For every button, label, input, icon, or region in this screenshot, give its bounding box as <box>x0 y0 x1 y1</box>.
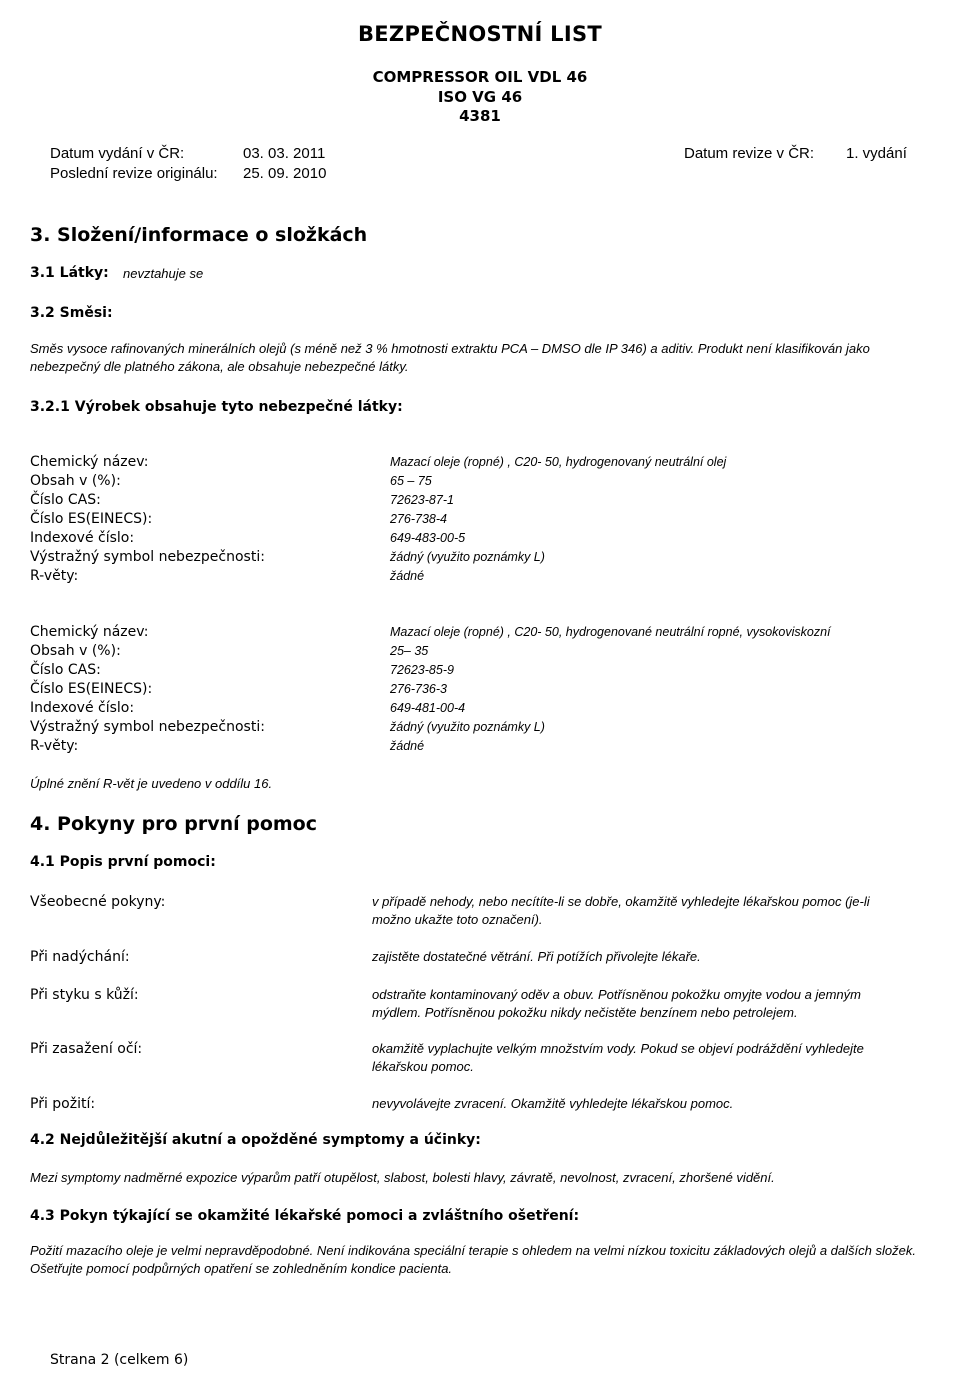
symbol-label: Výstražný symbol nebezpečnosti: <box>30 549 265 565</box>
section-3-2-1-heading: 3.2.1 Výrobek obsahuje tyto nebezpečné látky: <box>30 399 403 415</box>
es-label: Číslo ES(EINECS): <box>30 511 153 527</box>
cas-label: Číslo CAS: <box>30 662 101 678</box>
content-label: Obsah v (%): <box>30 473 121 489</box>
issue-date-label: Datum vydání v ČR: <box>50 145 185 162</box>
revision-date-value: 1. vydání <box>846 145 907 162</box>
r-phrases-label: R-věty: <box>30 738 79 754</box>
section-3-heading: 3. Složení/informace o složkách <box>30 224 368 246</box>
content-value: 65 – 75 <box>390 474 432 488</box>
issue-date-value: 03. 03. 2011 <box>243 145 326 162</box>
symbol-value: žádný (využito poznámky L) <box>390 550 545 564</box>
original-revision-label: Poslední revize originálu: <box>50 165 218 182</box>
r-phrases-note: Úplné znění R-vět je uvedeno v oddílu 16. <box>30 776 273 791</box>
original-revision-value: 25. 09. 2010 <box>243 165 327 182</box>
section-3-2-label: 3.2 Směsi: <box>30 305 113 321</box>
index-label: Indexové číslo: <box>30 700 135 716</box>
symbol-value: žádný (využito poznámky L) <box>390 720 545 734</box>
cas-value: 72623-85-9 <box>390 663 454 677</box>
index-value: 649-481-00-4 <box>390 701 466 715</box>
index-label: Indexové číslo: <box>30 530 135 546</box>
content-value: 25– 35 <box>390 644 429 658</box>
section-4-2-text: Mezi symptomy nadměrné expozice výparům patří otupělost, slabost, bolesti hlavy, závratě, nevolnost, zvracení, zhoršené vidění. <box>30 1170 775 1185</box>
first-aid-ingestion-text: nevyvolávejte zvracení. Okamžitě vyhledejte lékařskou pomoc. <box>372 1096 734 1111</box>
first-aid-inhalation-label: Při nadýchání: <box>30 949 130 965</box>
first-aid-eyes-text: okamžitě vyplachujte velkým množstvím vody. Pokud se objeví podráždění vyhledejte lékařskou pomoc. <box>372 1041 864 1074</box>
section-3-2-text: Směs vysoce rafinovaných minerálních olejů (s méně než 3 % hmotnosti extraktu PCA – DMSO dle IP 346) a aditiv. Produkt není klasifikován jako nebezpečný dle platného zákona, ale obsahuje nebezpečné látky. <box>30 341 870 374</box>
section-4-1-heading: 4.1 Popis první pomoci: <box>30 854 216 870</box>
first-aid-inhalation-text: zajistěte dostatečné větrání. Při potížích přivolejte lékaře. <box>372 949 701 964</box>
section-3-1-label: 3.1 Látky: <box>30 265 109 281</box>
product-grade: ISO VG 46 <box>437 88 523 106</box>
page-number: Strana 2 (celkem 6) <box>50 1352 189 1368</box>
first-aid-skin-label: Při styku s kůží: <box>30 987 139 1003</box>
first-aid-eyes-label: Při zasažení očí: <box>30 1041 143 1057</box>
es-value: 276-738-4 <box>390 512 447 526</box>
content-label: Obsah v (%): <box>30 643 121 659</box>
document-title: BEZPEČNOSTNÍ LIST <box>357 22 603 46</box>
product-code: 4381 <box>459 107 501 125</box>
chemical-name-value: Mazací oleje (ropné) , C20- 50, hydrogenovaný neutrální olej <box>390 455 727 469</box>
chemical-name-value: Mazací oleje (ropné) , C20- 50, hydrogenované neutrální ropné, vysokoviskozní <box>390 625 831 639</box>
first-aid-ingestion-label: Při požití: <box>30 1096 96 1112</box>
first-aid-general-text: v případě nehody, nebo necítíte-li se dobře, okamžitě vyhledejte lékařskou pomoc (je-li možno ukažte toto označení). <box>372 894 870 927</box>
first-aid-general-label: Všeobecné pokyny: <box>30 894 166 910</box>
section-3-1-value: nevztahuje se <box>123 266 204 281</box>
cas-value: 72623-87-1 <box>390 493 454 507</box>
es-label: Číslo ES(EINECS): <box>30 681 153 697</box>
section-4-3-text: Požití mazacího oleje je velmi nepravděpodobné. Není indikována speciální terapie s ohledem na velmi nízkou toxicitu základových olejů a dalších složek. Ošetřujte pomocí podpůrných opatření se zohledněním kondice pacienta. <box>30 1243 916 1276</box>
cas-label: Číslo CAS: <box>30 492 101 508</box>
r-phrases-value: žádné <box>390 569 425 583</box>
section-4-2-heading: 4.2 Nejdůležitější akutní a opožděné symptomy a účinky: <box>30 1132 481 1148</box>
section-4-heading: 4. Pokyny pro první pomoc <box>30 813 317 835</box>
section-4-3-heading: 4.3 Pokyn týkající se okamžité lékařské pomoci a zvláštního ošetření: <box>30 1208 580 1224</box>
r-phrases-label: R-věty: <box>30 568 79 584</box>
first-aid-skin-text: odstraňte kontaminovaný oděv a obuv. Potřísněnou pokožku omyjte vodou a jemným mýdlem. Potřísněnou pokožku nikdy nečistěte benzínem nebo petrolejem. <box>372 987 861 1020</box>
chemical-name-label: Chemický název: <box>30 454 149 470</box>
es-value: 276-736-3 <box>390 682 447 696</box>
symbol-label: Výstražný symbol nebezpečnosti: <box>30 719 265 735</box>
r-phrases-value: žádné <box>390 739 425 753</box>
product-name: COMPRESSOR OIL VDL 46 <box>372 68 588 86</box>
revision-date-label: Datum revize v ČR: <box>684 145 815 162</box>
chemical-name-label: Chemický název: <box>30 624 149 640</box>
index-value: 649-483-00-5 <box>390 531 466 545</box>
